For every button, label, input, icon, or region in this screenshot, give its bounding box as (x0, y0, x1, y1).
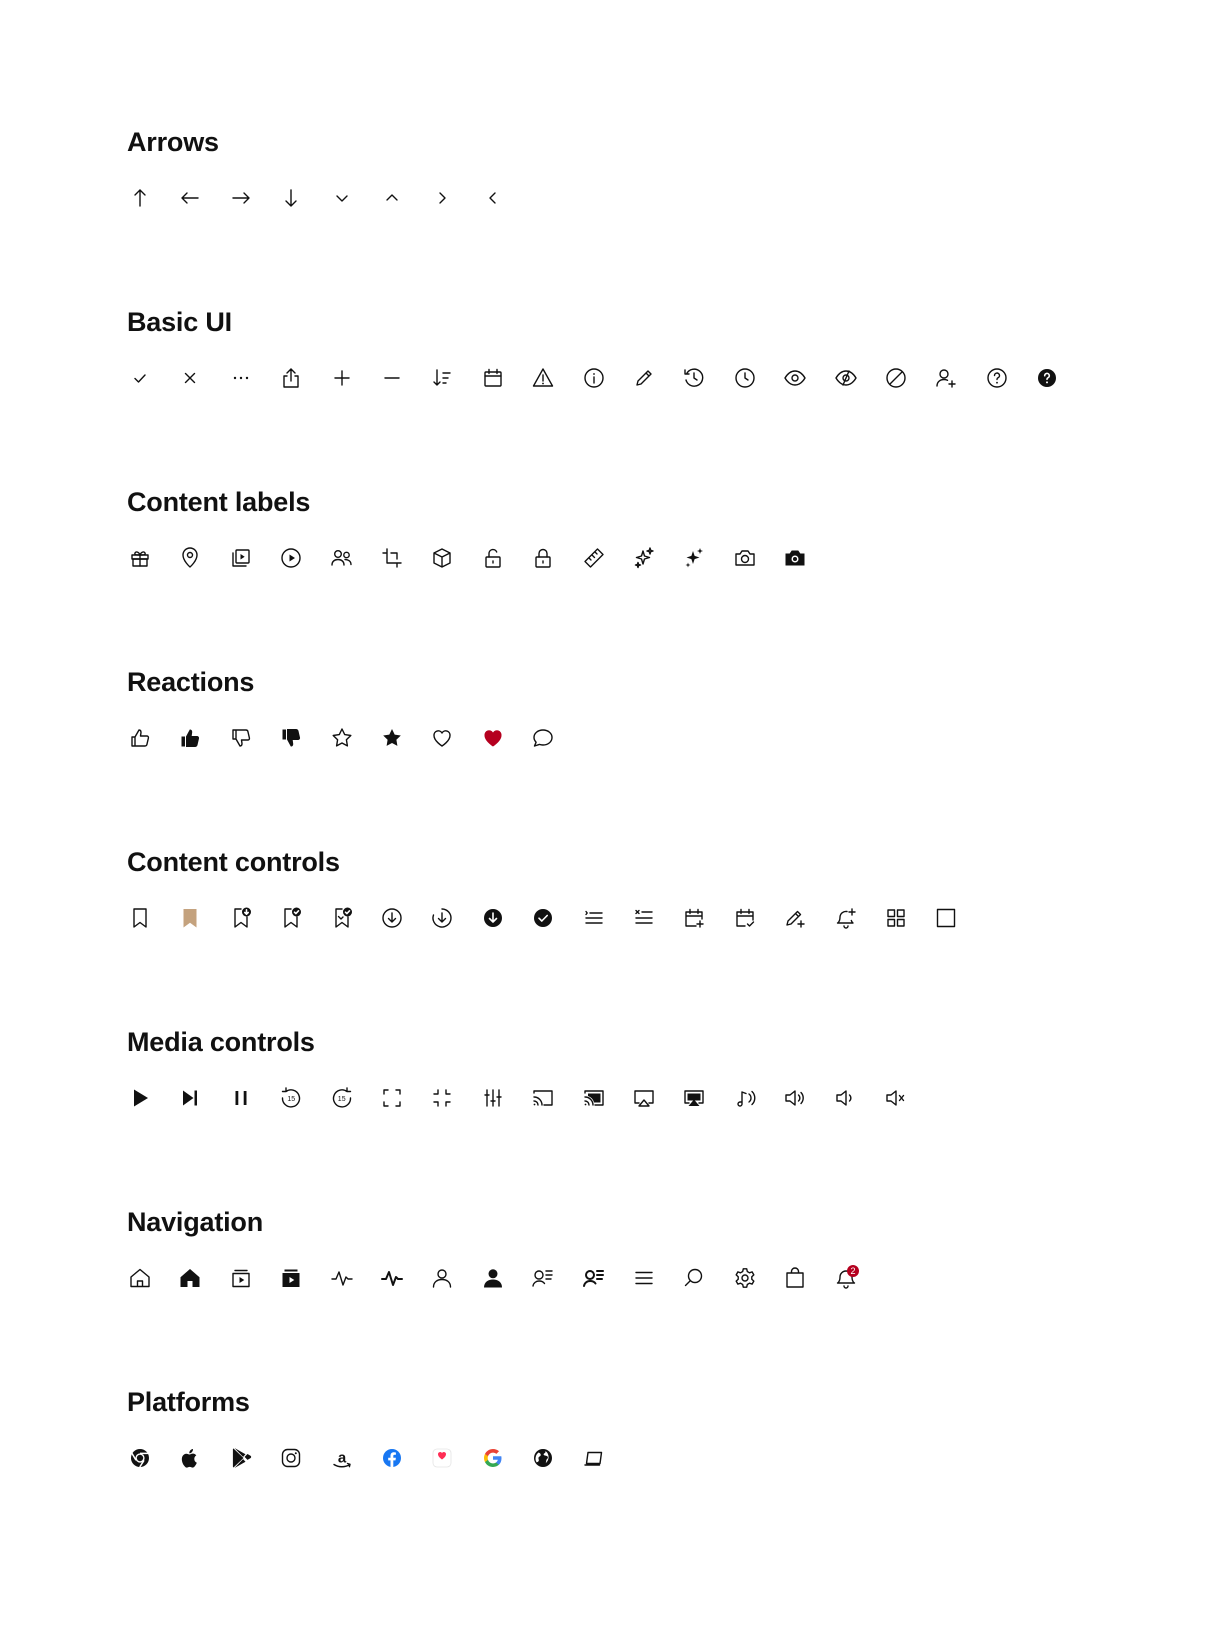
video-library-filled-icon (277, 1264, 305, 1292)
section-platforms (127, 1386, 346, 1467)
chevron-right-icon (428, 184, 456, 212)
sort-icon (428, 364, 456, 392)
eye-off-icon (832, 364, 860, 392)
bookmark-download-icon (227, 904, 255, 932)
volume-high-icon (781, 1084, 809, 1112)
arrow-right-icon (227, 184, 255, 212)
user-list-icon (529, 1264, 557, 1292)
google-icon (479, 1444, 507, 1472)
icon-row (127, 1264, 1127, 1296)
section-title: Media controls (127, 1027, 315, 1057)
svg-text:a: a (337, 1449, 346, 1467)
calendar-icon (479, 364, 507, 392)
home-filled-icon (176, 1264, 204, 1292)
amazon-icon (328, 1444, 356, 1472)
forward-15-icon (328, 1084, 356, 1112)
video-library-icon (227, 1264, 255, 1292)
unlock-icon (479, 544, 507, 572)
heart-icon (428, 724, 456, 752)
equalizer-icon (479, 1084, 507, 1112)
play-icon (126, 1084, 154, 1112)
arrow-left-icon (176, 184, 204, 212)
icon-row (127, 544, 1127, 576)
block-icon (882, 364, 910, 392)
svg-text:15: 15 (287, 1096, 296, 1103)
cube-icon (428, 544, 456, 572)
arrow-up-icon (126, 184, 154, 212)
heart-filled-icon (479, 724, 507, 752)
section-title: Arrows (127, 127, 219, 157)
globe-icon (529, 1444, 557, 1472)
download-filled-icon (479, 904, 507, 932)
calendar-check-icon (731, 904, 759, 932)
bookmark-check-filled-icon (328, 904, 356, 932)
thumbs-up-filled-icon (176, 724, 204, 752)
play-circle-icon (277, 544, 305, 572)
menu-icon (630, 1264, 658, 1292)
people-icon (328, 544, 356, 572)
icon-row (127, 904, 1127, 936)
download-circle-icon (378, 904, 406, 932)
arrow-down-icon (277, 184, 305, 212)
comment-icon (529, 724, 557, 752)
user-filled-icon (479, 1264, 507, 1292)
calendar-add-icon (680, 904, 708, 932)
chevron-left-icon (479, 184, 507, 212)
icon-row (127, 184, 1127, 216)
section-content-labels (127, 486, 310, 518)
icon-row (127, 1444, 1127, 1476)
section-title: Content labels (127, 487, 311, 517)
share-icon (277, 364, 305, 392)
check-circle-filled-icon (529, 904, 557, 932)
add-user-icon (932, 364, 960, 392)
warning-icon (529, 364, 557, 392)
airplay-icon (630, 1084, 658, 1112)
list-icon (580, 904, 608, 932)
info-icon (580, 364, 608, 392)
check-icon (126, 364, 154, 392)
airplay-filled-icon (680, 1084, 708, 1112)
lock-icon (529, 544, 557, 572)
camera-icon (731, 544, 759, 572)
settings-icon (731, 1264, 759, 1292)
laptop-icon (580, 1444, 608, 1472)
icon-row (127, 724, 1127, 756)
section-content-controls (127, 846, 340, 878)
cast-connected-icon (580, 1084, 608, 1112)
camera-filled-icon (781, 544, 809, 572)
section-title: Basic UI (127, 307, 232, 337)
location-pin-icon (176, 544, 204, 572)
square-icon (932, 904, 960, 932)
apple-icon (176, 1444, 204, 1472)
bookmark-check-icon (277, 904, 305, 932)
minus-icon (378, 364, 406, 392)
section-title: Reactions (127, 667, 255, 697)
shopping-bag-icon (781, 1264, 809, 1292)
section-title: Content controls (127, 847, 340, 877)
bookmark-filled-icon (176, 904, 204, 932)
help-icon (983, 364, 1011, 392)
section-reactions (127, 666, 254, 698)
section-arrows (127, 126, 219, 158)
section-title: Platforms (127, 1387, 250, 1417)
exit-fullscreen-icon (428, 1084, 456, 1112)
section-navigation (127, 1206, 856, 1277)
activity-icon (328, 1264, 356, 1292)
history-icon (680, 364, 708, 392)
notification-badge-count: 2 (850, 1266, 856, 1277)
instagram-icon (277, 1444, 305, 1472)
eye-icon (781, 364, 809, 392)
bell-add-icon (832, 904, 860, 932)
downloading-icon (428, 904, 456, 932)
bookmark-icon (126, 904, 154, 932)
fullscreen-icon (378, 1084, 406, 1112)
search-icon (680, 1264, 708, 1292)
volume-mute-icon (882, 1084, 910, 1112)
clock-icon (731, 364, 759, 392)
sparkles-filled-icon (680, 544, 708, 572)
section-media-controls (127, 1026, 346, 1103)
thumbs-up-icon (126, 724, 154, 752)
section-title: Navigation (127, 1207, 264, 1237)
pencil-icon (630, 364, 658, 392)
skip-next-icon (176, 1084, 204, 1112)
chevron-down-icon (328, 184, 356, 212)
pause-icon (227, 1084, 255, 1112)
health-app-icon (428, 1444, 456, 1472)
rewind-15-icon (277, 1084, 305, 1112)
google-play-icon (227, 1444, 255, 1472)
notification-bell-icon (832, 1264, 860, 1292)
more-icon (227, 364, 255, 392)
grid-icon (882, 904, 910, 932)
notification-badge (847, 1265, 859, 1277)
section-basic-ui (127, 306, 232, 338)
facebook-icon (378, 1444, 406, 1472)
chrome-icon (126, 1444, 154, 1472)
thumbs-down-filled-icon (277, 724, 305, 752)
star-icon (328, 724, 356, 752)
sparkles-icon (630, 544, 658, 572)
home-icon (126, 1264, 154, 1292)
activity-bold-icon (378, 1264, 406, 1292)
ruler-icon (580, 544, 608, 572)
cast-icon (529, 1084, 557, 1112)
crop-icon (378, 544, 406, 572)
icon-row (127, 1084, 1127, 1116)
audio-description-icon (731, 1084, 759, 1112)
list-remove-icon (630, 904, 658, 932)
volume-low-icon (832, 1084, 860, 1112)
icon-row (127, 364, 1127, 396)
plus-icon (328, 364, 356, 392)
playlist-icon (227, 544, 255, 572)
help-filled-icon (1033, 364, 1061, 392)
edit-add-icon (781, 904, 809, 932)
gift-icon (126, 544, 154, 572)
star-filled-icon (378, 724, 406, 752)
chevron-up-icon (378, 184, 406, 212)
close-icon (176, 364, 204, 392)
user-icon (428, 1264, 456, 1292)
user-list-bold-icon (580, 1264, 608, 1292)
svg-text:15: 15 (337, 1096, 346, 1103)
thumbs-down-icon (227, 724, 255, 752)
